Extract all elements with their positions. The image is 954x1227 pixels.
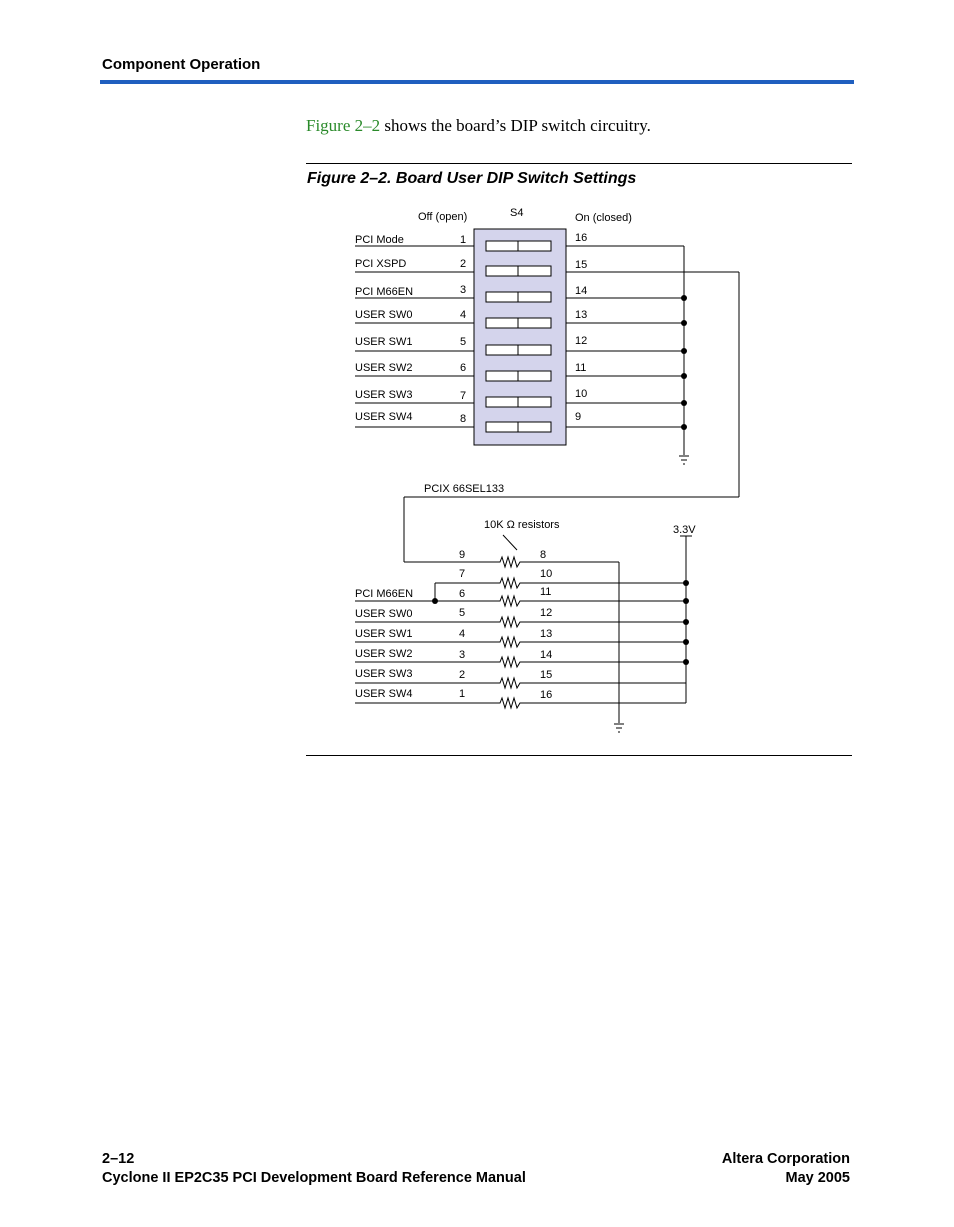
switch-signal-label: PCI XSPD (355, 258, 407, 270)
resistor-left-pin: 7 (459, 568, 466, 580)
switch-left-pin: 7 (460, 390, 467, 402)
switch-right-pin: 11 (575, 362, 587, 374)
switch-left-pin: 8 (460, 413, 467, 425)
resistor (498, 678, 522, 688)
switch-left-pin: 3 (460, 284, 467, 296)
switch-signal-label: USER SW1 (355, 336, 413, 348)
switch-signal-label: USER SW0 (355, 309, 413, 321)
resistor-right-pin: 13 (540, 628, 553, 640)
switch-signal-label: USER SW4 (355, 411, 413, 423)
resistor-pointer (503, 535, 517, 550)
switch-ref-label: S4 (510, 207, 524, 219)
junction-dot (683, 659, 689, 665)
resistor-left-pin: 9 (459, 549, 466, 561)
resistor-right-pin: 16 (540, 689, 553, 701)
switch-right-pin: 12 (575, 335, 588, 347)
resistor-left-pin: 2 (459, 669, 466, 681)
switch-signal-label: USER SW2 (355, 362, 413, 374)
switch-right-pin: 16 (575, 232, 588, 244)
resistor-right-pin: 15 (540, 669, 553, 681)
resistor-left-pin: 6 (459, 588, 466, 600)
switch-left-pin: 6 (460, 362, 467, 374)
switch-signal-label: PCI M66EN (355, 286, 414, 298)
switch-signal-label: PCI Mode (355, 234, 404, 246)
supply-label: 3.3V (673, 524, 696, 536)
junction-dot (683, 580, 689, 586)
resistor (498, 637, 522, 647)
resistor-signal-label: USER SW2 (355, 648, 413, 660)
resistor-signal-label: USER SW0 (355, 608, 413, 620)
footer-left (102, 1150, 526, 1188)
resistor-left-pin: 5 (459, 607, 466, 619)
switch-on-label: On (closed) (575, 212, 632, 224)
page-number: 2–12 (102, 1151, 135, 1167)
resistor-right-pin: 10 (540, 568, 553, 580)
switch-right-pin: 13 (575, 309, 588, 321)
junction-dot (683, 598, 689, 604)
pcix-label: PCIX 66SEL133 (424, 483, 505, 495)
resistor-right-pin: 12 (540, 607, 553, 619)
ground-symbol (679, 456, 689, 464)
switch-off-label: Off (open) (418, 211, 468, 223)
figure-bottom-rule (306, 755, 852, 756)
switch-signal-label: USER SW3 (355, 389, 413, 401)
resistor-right-pin: 14 (540, 649, 553, 661)
resistor-signal-label: USER SW4 (355, 688, 413, 700)
publish-date: May 2005 (785, 1170, 850, 1186)
figure-link[interactable]: Figure 2–2 (306, 116, 381, 135)
resistor (498, 557, 522, 567)
resistor-left-pin: 3 (459, 649, 466, 661)
company-name: Altera Corporation (721, 1151, 850, 1167)
ground-symbol (614, 724, 624, 732)
resistor-signal-label: PCI M66EN (355, 588, 414, 600)
resistor (498, 698, 522, 708)
switch-right-pin: 9 (575, 411, 582, 423)
manual-title: Cyclone II EP2C35 PCI Development Board Reference Manual (102, 1170, 526, 1186)
switch-body (474, 229, 566, 445)
resistor-left-pin: 4 (459, 628, 466, 640)
intro-text: shows the board’s DIP switch circuitry. (380, 116, 651, 135)
section-title: Component Operation (102, 56, 261, 73)
resistor (498, 596, 522, 606)
switch-left-pin: 5 (460, 336, 467, 348)
figure-caption: Figure 2–2. Board User DIP Switch Settings (307, 170, 637, 187)
junction-dot (683, 619, 689, 625)
resistor-signal-label: USER SW3 (355, 668, 413, 680)
switch-right-pin: 14 (575, 285, 588, 297)
resistor (498, 617, 522, 627)
footer-right (722, 1150, 850, 1188)
resistor-right-pin: 8 (540, 549, 547, 561)
switch-right-pin: 10 (575, 388, 588, 400)
junction-dot (683, 639, 689, 645)
resistor (498, 578, 522, 588)
resistor (498, 657, 522, 667)
resistor-signal-label: USER SW1 (355, 628, 413, 640)
resistor-left-pin: 1 (459, 688, 466, 700)
switch-left-pin: 2 (460, 258, 467, 270)
switch-left-pin: 4 (460, 309, 467, 321)
resistor-label: 10K Ω resistors (484, 519, 560, 531)
switch-right-pin: 15 (575, 259, 588, 271)
switch-left-pin: 1 (460, 234, 467, 246)
resistor-right-pin: 11 (540, 586, 552, 598)
